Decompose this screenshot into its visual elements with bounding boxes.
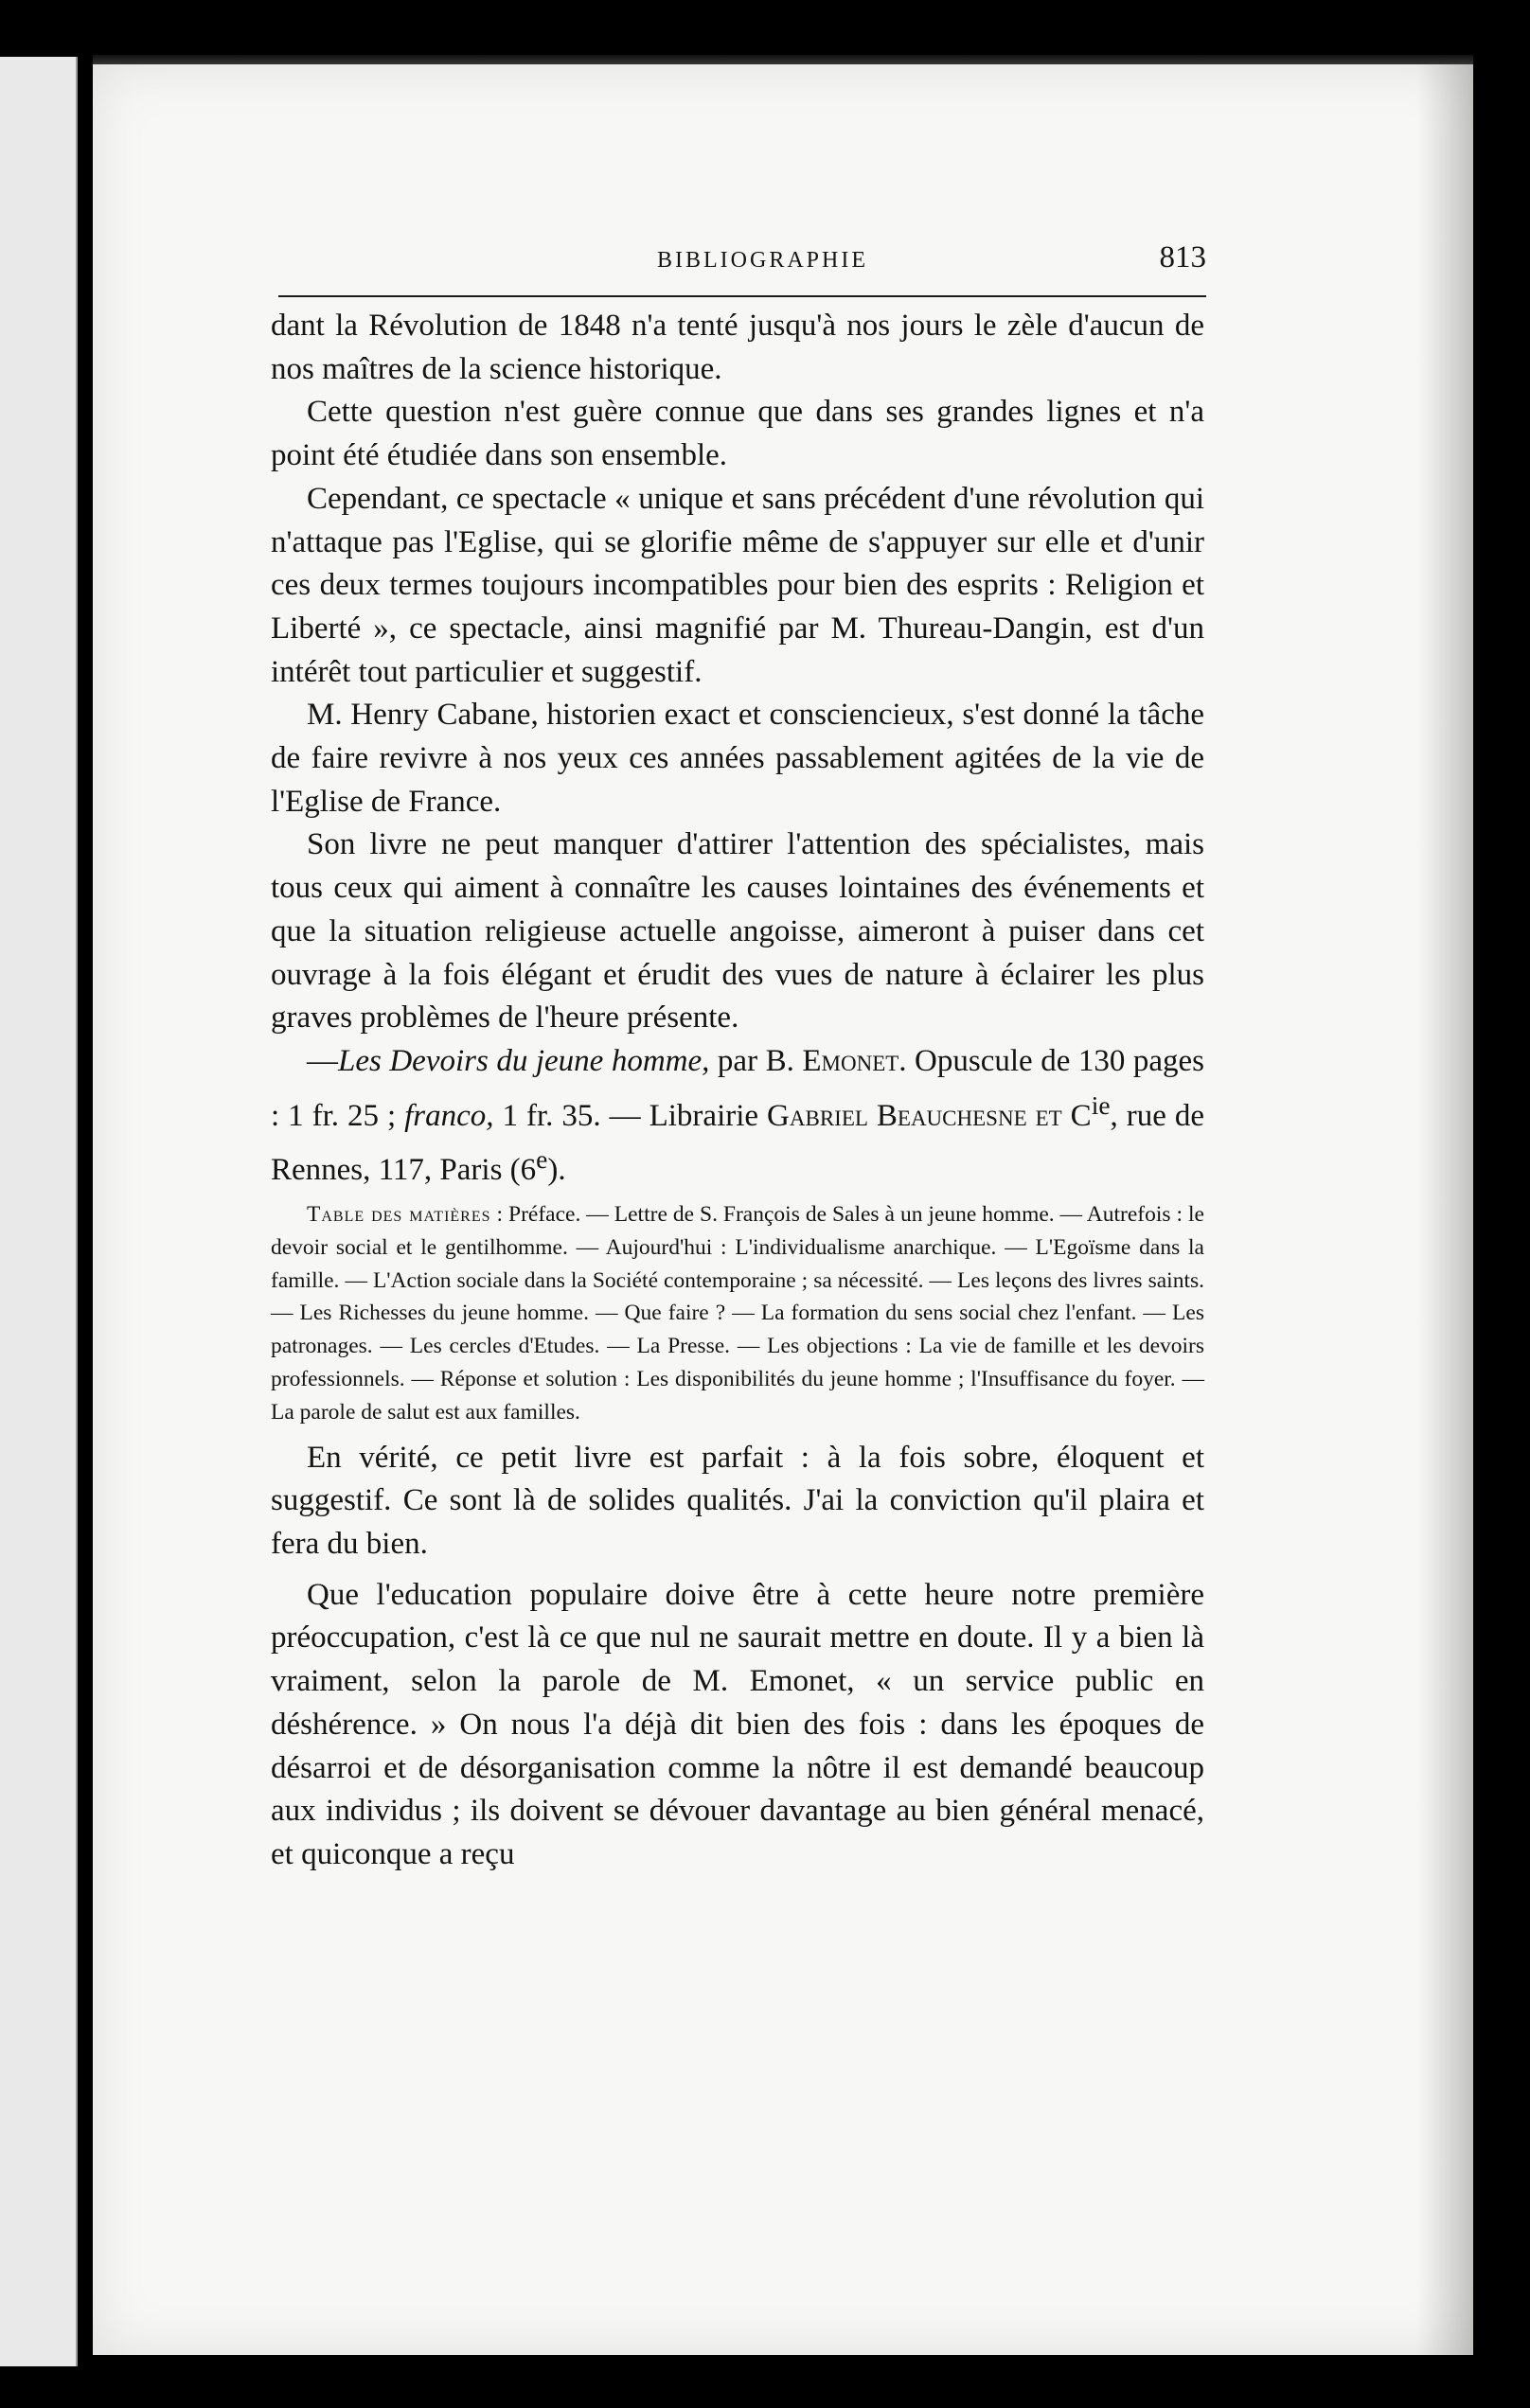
running-head bbox=[278, 240, 1206, 288]
entry-dash: — bbox=[307, 1043, 338, 1078]
entry-author: Emonet bbox=[802, 1043, 899, 1078]
entry-by: par B. bbox=[717, 1043, 794, 1078]
entry-franco: franco, bbox=[404, 1098, 494, 1133]
contents-label: Table des matières bbox=[307, 1202, 491, 1228]
paragraph: Son livre ne peut manquer d'attirer l'attention des spécialistes, mais tous ceux qui aiment à connaître les causes lointaines des événements et que la situation religieuse actuelle angoisse, aimeront à puiser dans cet ouvrage à la fois élégant et érudit des vues de nature à éclairer les plus graves problèmes de l'heure présente. bbox=[271, 827, 1204, 1036]
entry-price: 1 fr. 35. — Librairie bbox=[502, 1098, 759, 1133]
table-of-contents-note bbox=[271, 1198, 1204, 1429]
entry-title: Les Devoirs du jeune homme, bbox=[338, 1043, 710, 1078]
paragraph: dant la Révolution de 1848 n'a tenté jusqu'à nos jours le zèle d'aucun de nos maîtres de la science historique. bbox=[271, 309, 1204, 386]
page-text bbox=[271, 305, 1204, 1877]
bibliography-entry bbox=[271, 1040, 1204, 1193]
running-head-title: BIBLIOGRAPHIE bbox=[657, 248, 868, 273]
contents-text: : Préface. — Lettre de S. François de Sales à un jeune homme. — Autrefois : le devoir social et le gentilhomme. — Aujourd'hui : L'individualisme anarchique. — L'Egoïsme dans la famille. — L'Action sociale dans la Société contemporaine ; sa nécessité. — Les leçons des livres saints. — Les Richesses du jeune homme. — Que faire ? — La formation du sens social chez l'enfant. — Les patronages. — Les cercles d'Etudes. — La Presse. — Les objections : La vie de famille et les devoirs professionnels. — Réponse et solution : Les disponibilités du jeune homme ; l'Insuffisance du foyer. — La parole de salut est aux familles. bbox=[271, 1202, 1204, 1425]
paragraph-gap bbox=[271, 1567, 1204, 1574]
header-rule bbox=[278, 295, 1206, 297]
paragraph: Cependant, ce spectacle « unique et sans précédent d'une révolution qui n'attaque pas l'Eglise, qui se glorifie même de s'appuyer sur elle et d'unir ces deux termes toujours incompatibles pour bien des esprits : Religion et Liberté », ce spectacle, ainsi magnifié par M. Thureau-Dangin, est d'un intérêt tout particulier et suggestif. bbox=[271, 481, 1204, 689]
entry-publisher: Gabriel Beauchesne et C bbox=[767, 1098, 1092, 1133]
facing-page-edge bbox=[0, 57, 78, 2366]
paragraph: En vérité, ce petit livre est parfait : à la fois sobre, éloquent et suggestif. Ce sont là de solides qualités. J'ai la conviction qu'il plaira et fera du bien. bbox=[271, 1440, 1204, 1562]
paragraph: M. Henry Cabane, historien exact et consciencieux, s'est donné la tâche de faire revivre à nos yeux ces années passablement agitées de la vie de l'Eglise de France. bbox=[271, 698, 1204, 819]
paragraph: Cette question n'est guère connue que dans ses grandes lignes et n'a point été étudiée dans son ensemble. bbox=[271, 395, 1204, 473]
paragraph: Que l'education populaire doive être à cette heure notre première préoccupation, c'est là ce que nul ne saurait mettre en doute. Il y a bien là vraiment, selon la parole de M. Emonet, « un service public en déshérence. » On nous l'a déjà dit bien des fois : dans les époques de désarroi et de désorganisation comme la nôtre il est demandé beaucoup aux individus ; ils doivent se dévouer davantage au bien général menacé, et quiconque a reçu bbox=[271, 1577, 1204, 1871]
page-number: 813 bbox=[1159, 240, 1206, 274]
entry-publisher-sup: ie bbox=[1091, 1089, 1111, 1120]
entry-details: . Opuscule de 130 pages : 1 fr. 25 ; bbox=[271, 1043, 1205, 1133]
entry-address-sup: e bbox=[536, 1144, 548, 1175]
entry-address-end: ). bbox=[547, 1153, 566, 1188]
entry-address: , rue de Rennes, 117, Paris (6 bbox=[271, 1098, 1205, 1188]
